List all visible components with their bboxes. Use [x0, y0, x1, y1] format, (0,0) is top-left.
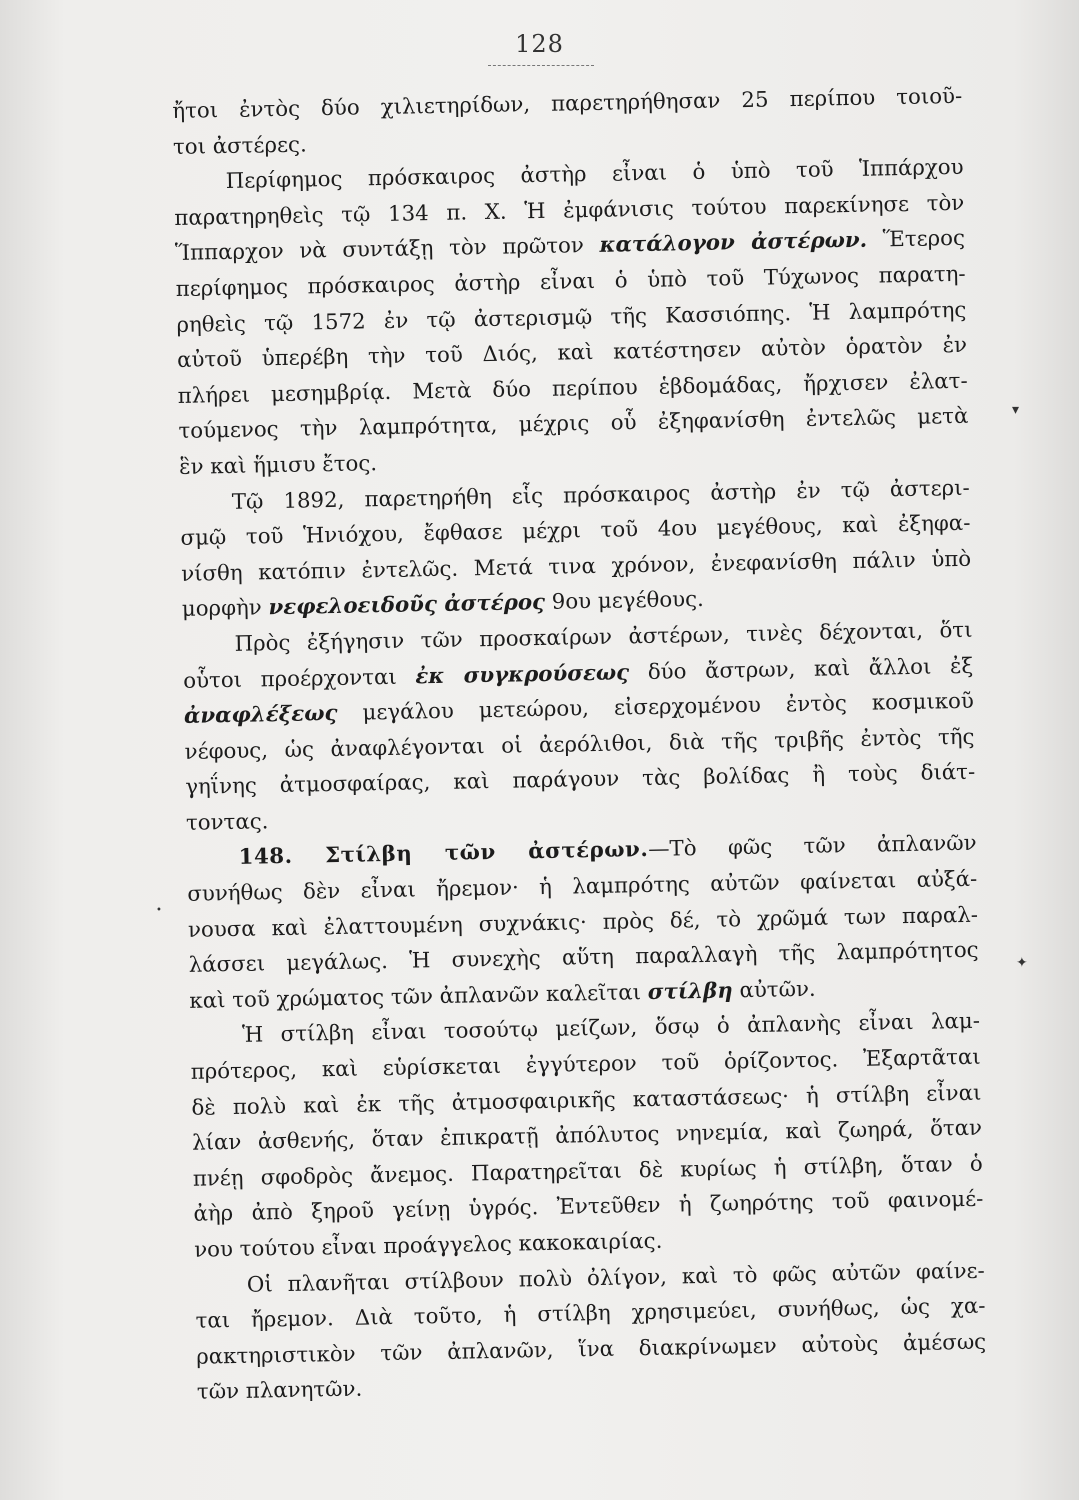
text-line: νίσθη κατόπιν ἐντελῶς. Μετά τινα χρόνον, ἐνεφανίσθη πάλιν ὑπὸ [180, 546, 972, 587]
text-run: οὗτοι προέρχονται [183, 664, 397, 694]
text-line: λάσσει μεγάλως. Ἡ συνεχὴς αὕτη παραλλαγὴ τῆς λαμπρότητος [188, 937, 979, 979]
text-line: τοντας. [185, 809, 269, 836]
paragraph-5 [186, 826, 979, 1019]
text-line: νέφους, ὡς ἀναφλέγονται οἱ ἀερόλιθοι, διὰ τῆς τριβῆς ἐντὸς τῆς [184, 724, 975, 765]
text-line: νου τούτου εἶναι προάγγελος κακοκαιρίας. [193, 1228, 663, 1263]
text-run: μορφὴν [181, 595, 262, 623]
text-line: λίαν ἀσθενής, ὅταν ἐπικρατῇ ἀπόλυτος νηνεμία, καὶ ζωηρά, ὅταν [191, 1115, 983, 1157]
text-line: περίφημος πρόσκαιρος ἀστὴρ εἶναι ὁ ὑπὸ τοῦ Τύχωνος παρατη- [175, 261, 966, 302]
margin-tick-mark: ✦ [1016, 955, 1028, 971]
emphasis-twinkling: στίλβη [647, 978, 733, 1005]
text-line: τῶν πλανητῶν. [196, 1376, 363, 1406]
paragraph-2 [173, 150, 969, 485]
text-run: 9ου μεγέθους. [551, 587, 705, 616]
text-line: πλήρει μεσημβρίᾳ. Μετὰ δύο περίπου ἑβδομάδας, ἤρχισεν ἐλατ- [177, 368, 968, 409]
text-line: πρότερος, καὶ εὑρίσκεται ἐγγύτερον τοῦ ὁρίζοντος. Ἐξαρτᾶται [190, 1044, 981, 1085]
text-line: ρηθεὶς τῷ 1572 ἐν τῷ ἀστερισμῷ τῆς Κασσιόπης. Ἡ λαμπρότης [176, 297, 967, 338]
text-line: Περίφημος πρόσκαιρος ἀστὴρ εἶναι ὁ ὑπὸ τοῦ Ἱππάρχου [225, 155, 964, 195]
section-heading: 148. Στίλβη τῶν ἀστέρων. [238, 837, 649, 871]
paragraph-6 [190, 1004, 985, 1268]
text-line: Οἱ πλανῆται στίλβουν πολὺ ὀλίγον, καὶ τὸ φῶς αὐτῶν φαίνε- [246, 1258, 985, 1298]
text-line: συνήθως δὲν εἶναι ἤρεμον· ἡ λαμπρότης αὐτῶν φαίνεται αὐξά- [187, 866, 978, 907]
text-line: παρατηρηθεὶς τῷ 134 π. Χ. Ἡ ἐμφάνισις τούτου παρεκίνησε τὸν [174, 190, 965, 231]
text-line: Ἡ στίλβη εἶναι τοσούτῳ μείζων, ὅσῳ ὁ ἀπλανὴς εἶναι λαμ- [241, 1009, 981, 1049]
paragraph-4 [182, 613, 976, 842]
body-text [172, 79, 987, 1411]
text-line: γηΐνης ἀτμοσφαίρας, καὶ παράγουν τὰς βολίδας ἢ τοὺς διάτ- [185, 759, 976, 801]
text-line: ἓν καὶ ἥμισυ ἔτος. [178, 451, 378, 480]
text-run: αὐτῶν. [739, 976, 816, 1004]
text-line: τοι ἀστέρες. [172, 132, 307, 160]
text-run: Ἵππαρχον νὰ συντάξῃ τὸν πρῶτον [174, 233, 585, 267]
margin-tick-mark: ▾ [1012, 402, 1020, 418]
text-line: σμῷ τοῦ Ἡνιόχου, ἔφθασε μέχρι τοῦ 4ου μεγέθους, καὶ ἐξηφα- [180, 510, 971, 552]
text-line: ρακτηριστικὸν τῶν ἀπλανῶν, ἵνα διακρίνωμεν αὐτοὺς ἀμέσως [196, 1329, 987, 1370]
emphasis-collision: ἐκ συγκρούσεως [415, 659, 630, 689]
text-run: δύο ἄστρων, καὶ ἄλλοι ἐξ [647, 653, 974, 685]
emphasis-nebulous-star: νεφελοειδοῦς ἀστέρος [268, 590, 546, 621]
text-line: πνέῃ σφοδρὸς ἄνεμος. Παρατηρεῖται δὲ κυρίως ἡ στίλβη, ὅταν ὁ [192, 1151, 983, 1192]
text-line: ἀὴρ ἀπὸ ξηροῦ γείνῃ ὑγρός. Ἐντεῦθεν ἡ ζωηρότης τοῦ φαινομέ- [193, 1187, 984, 1228]
text-line: τούμενος τὴν λαμπρότητα, μέχρις οὗ ἐξηφανίσθη ἐντελῶς μετὰ [178, 404, 969, 445]
page-number: 128 [515, 30, 564, 58]
text-line: νουσα καὶ ἐλαττουμένη συχνάκις· πρὸς δέ, τὸ χρῶμά των παραλ- [187, 902, 979, 943]
text-run: —Τὸ φῶς τῶν ἀπλανῶν [648, 831, 977, 863]
margin-dot-mark: • [156, 905, 162, 916]
text-line: ἤτοι ἐντὸς δύο χιλιετηρίδων, παρετηρήθησαν 25 περίπου τοιοῦ- [172, 83, 963, 124]
paragraph-7 [195, 1253, 988, 1411]
text-line: αὐτοῦ ὑπερέβη τὴν τοῦ Διός, καὶ κατέστησεν αὐτὸν ὁρατὸν ἐν [176, 332, 968, 374]
paragraph-3 [180, 470, 973, 628]
text-line: ται ἤρεμον. Διὰ τοῦτο, ἡ στίλβη χρησιμεύει, συνήθως, ὡς χα- [195, 1293, 986, 1334]
text-run: Ἕτερος [882, 226, 966, 253]
page-number-rule [488, 65, 594, 66]
text-run: μεγάλου μετεώρου, εἰσερχομένου ἐντὸς κοσμικοῦ [362, 688, 975, 726]
emphasis-catalog-of-stars: κατάλογον ἀστέρων. [599, 228, 868, 259]
text-line: Τῷ 1892, παρετηρήθη εἷς πρόσκαιρος ἀστὴρ ἐν τῷ ἀστερι- [231, 475, 970, 515]
text-line: δὲ πολὺ καὶ ἐκ τῆς ἀτμοσφαιρικῆς καταστάσεως· ἡ στίλβη εἶναι [191, 1080, 982, 1121]
text-line: Πρὸς ἐξήγησιν τῶν προσκαίρων ἀστέρων, τινὲς δέχονται, ὅτι [234, 617, 973, 657]
emphasis-ignition: ἀναφλέξεως [183, 701, 338, 729]
text-run: καὶ τοῦ χρώματος τῶν ἀπλανῶν καλεῖται [189, 980, 642, 1014]
